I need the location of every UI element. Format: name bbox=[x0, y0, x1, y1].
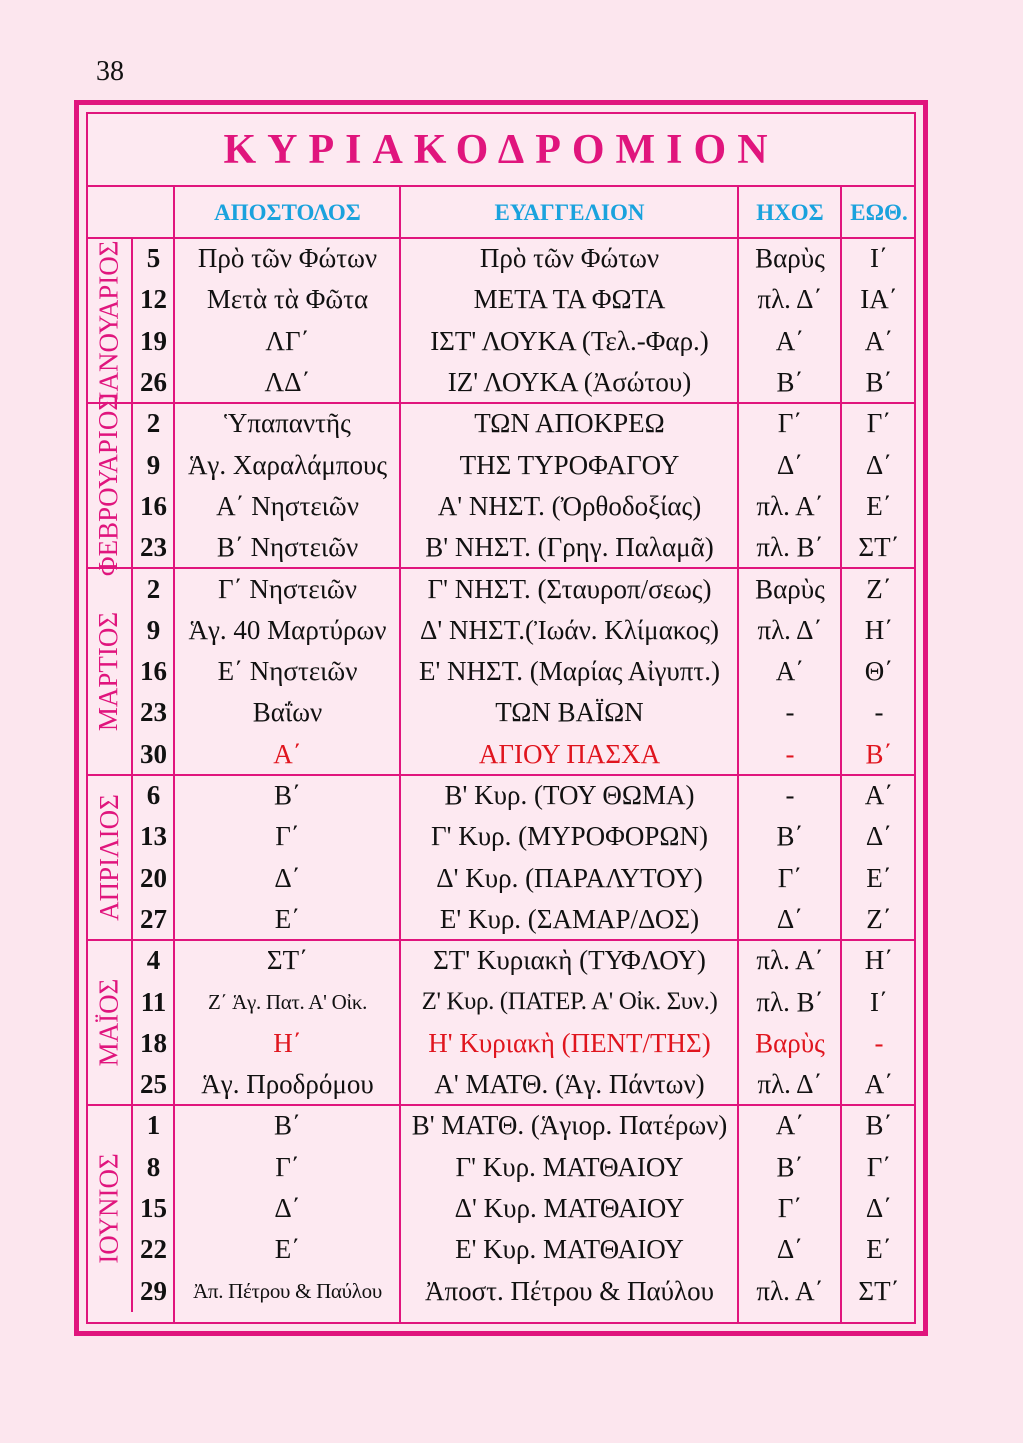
header-evangelion: ΕΥΑΓΓΕΛΙΟΝ bbox=[494, 200, 645, 225]
eothina-cell: ΣΤ΄ bbox=[858, 532, 900, 563]
ichos-cell: Β΄ bbox=[776, 821, 804, 852]
evangelion-cell: Α' ΝΗΣΤ. (Ὀρθοδοξίας) bbox=[437, 490, 702, 521]
month-name: ΑΠΡΙΛΙΟΣ bbox=[93, 794, 124, 921]
day-cell: 5 bbox=[146, 243, 161, 274]
eothina-cell: Β΄ bbox=[865, 738, 893, 769]
evangelion-cell: Δ' Κυρ. ΜΑΤΘΑΙΟΥ bbox=[454, 1193, 685, 1224]
eothina-cell: Α΄ bbox=[864, 325, 894, 356]
table-row bbox=[0, 1229, 1023, 1270]
apostolos-cell: Γ΄ Νηστειῶν bbox=[218, 573, 357, 604]
day-cell: 27 bbox=[140, 903, 167, 934]
apostolos-cell: Η΄ bbox=[273, 1027, 302, 1058]
table-row bbox=[0, 734, 1023, 775]
ichos-cell: Γ΄ bbox=[777, 408, 803, 439]
day-cell: 19 bbox=[140, 325, 167, 356]
ichos-cell: Βαρὺς bbox=[755, 573, 825, 604]
ichos-cell: Δ΄ bbox=[776, 449, 804, 480]
header-apostolos: ΑΠΟΣΤΟΛΟΣ bbox=[214, 200, 361, 225]
table-row bbox=[0, 238, 1023, 279]
ichos-cell: πλ. Α΄ bbox=[756, 945, 824, 976]
table-row bbox=[0, 981, 1023, 1022]
ichos-cell: Δ΄ bbox=[776, 1234, 804, 1265]
day-cell: 26 bbox=[140, 367, 167, 398]
evangelion-cell: ΤΩΝ ΒΑΪΩΝ bbox=[495, 697, 644, 728]
table-row bbox=[0, 527, 1023, 568]
apostolos-cell: Α΄ Νηστειῶν bbox=[216, 490, 359, 521]
ichos-cell: - bbox=[785, 697, 795, 728]
ichos-cell: Α΄ bbox=[775, 656, 805, 687]
table-row bbox=[0, 1064, 1023, 1105]
ichos-cell: Β΄ bbox=[776, 1151, 804, 1182]
eothina-cell: Ε΄ bbox=[866, 862, 892, 893]
table-row bbox=[0, 775, 1023, 816]
evangelion-cell: Β' Κυρ. (ΤΟΥ ΘΩΜΑ) bbox=[444, 780, 695, 811]
month-name: ΙΑΝΟΥΑΡΙΟΣ bbox=[93, 240, 124, 401]
ichos-cell: Γ΄ bbox=[777, 1193, 803, 1224]
apostolos-cell: Δ΄ bbox=[274, 862, 301, 893]
ichos-cell: πλ. Β΄ bbox=[756, 532, 824, 563]
day-cell: 18 bbox=[140, 1027, 167, 1058]
day-cell: 9 bbox=[146, 614, 161, 645]
eothina-cell: Ι΄ bbox=[870, 243, 888, 274]
ichos-cell: Β΄ bbox=[776, 367, 804, 398]
ichos-cell: πλ. Δ΄ bbox=[757, 614, 823, 645]
eothina-cell: Θ΄ bbox=[864, 656, 894, 687]
eothina-cell: Ζ΄ bbox=[866, 903, 892, 934]
evangelion-cell: ΙΣΤ' ΛΟΥΚΑ (Τελ.-Φαρ.) bbox=[430, 325, 709, 356]
eothina-cell: Η΄ bbox=[864, 945, 894, 976]
header-eothina: ΕΩΘ. bbox=[850, 200, 908, 225]
day-cell: 23 bbox=[140, 697, 167, 728]
evangelion-cell: Δ' Κυρ. (ΠΑΡΑΛΥΤΟΥ) bbox=[436, 862, 703, 893]
apostolos-cell: Ε΄ bbox=[274, 1234, 301, 1265]
eothina-cell: Ε΄ bbox=[866, 1234, 892, 1265]
apostolos-cell: Ζ΄ Ἁγ. Πατ. Α' Οἰκ. bbox=[207, 989, 368, 1014]
month-name: ΜΑΪΟΣ bbox=[93, 978, 124, 1067]
evangelion-cell: Πρὸ τῶν Φώτων bbox=[479, 243, 660, 274]
day-cell: 15 bbox=[140, 1193, 167, 1224]
eothina-cell: Α΄ bbox=[864, 780, 894, 811]
evangelion-cell: Α' ΜΑΤΘ. (Ἁγ. Πάντων) bbox=[434, 1069, 705, 1100]
apostolos-cell: ΣΤ΄ bbox=[266, 945, 309, 976]
eothina-cell: Ι΄ bbox=[870, 986, 888, 1017]
ichos-cell: Α΄ bbox=[775, 1110, 805, 1141]
table-row bbox=[0, 279, 1023, 320]
evangelion-cell: ΙΖ' ΛΟΥΚΑ (Ἀσώτου) bbox=[447, 367, 692, 398]
evangelion-cell: ΤΩΝ ΑΠΟΚΡΕΩ bbox=[474, 408, 665, 439]
evangelion-cell: Δ' ΝΗΣΤ.(Ἰωάν. Κλίμακος) bbox=[420, 614, 719, 645]
apostolos-cell: ΛΔ΄ bbox=[264, 367, 311, 398]
eothina-cell: Ζ΄ bbox=[866, 573, 892, 604]
apostolos-cell: Ὑπαπαντῆς bbox=[224, 408, 351, 439]
table-row bbox=[0, 651, 1023, 692]
day-cell: 30 bbox=[140, 738, 167, 769]
apostolos-cell: Ἁγ. Προδρόμου bbox=[201, 1069, 374, 1100]
eothina-cell: ΙΑ΄ bbox=[860, 284, 898, 315]
header-ichos: ΗΧΟΣ bbox=[756, 200, 824, 225]
day-cell: 8 bbox=[146, 1151, 161, 1182]
day-cell: 11 bbox=[140, 986, 167, 1017]
ichos-cell: Βαρὺς bbox=[755, 1027, 825, 1058]
table-row bbox=[0, 362, 1023, 403]
table-row bbox=[0, 940, 1023, 981]
day-cell: 9 bbox=[146, 449, 161, 480]
eothina-cell: Δ΄ bbox=[865, 1193, 893, 1224]
eothina-cell: ΣΤ΄ bbox=[858, 1275, 900, 1306]
table-row bbox=[0, 568, 1023, 609]
table-row bbox=[0, 610, 1023, 651]
apostolos-cell: Βαΐων bbox=[252, 697, 323, 728]
day-cell: 16 bbox=[140, 490, 167, 521]
table-row bbox=[0, 445, 1023, 486]
apostolos-cell: Ἁγ. Χαραλάμπους bbox=[187, 449, 388, 480]
apostolos-cell: Β΄ bbox=[274, 780, 301, 811]
day-cell: 25 bbox=[140, 1069, 167, 1100]
ichos-cell: πλ. Α΄ bbox=[756, 490, 824, 521]
eothina-cell: Β΄ bbox=[865, 1110, 893, 1141]
month-name: ΦΕΒΡΟΥΑΡΙΟΣ bbox=[93, 395, 124, 577]
evangelion-cell: Β' ΝΗΣΤ. (Γρηγ. Παλαμᾶ) bbox=[425, 532, 714, 563]
day-cell: 23 bbox=[140, 532, 167, 563]
table-row bbox=[0, 403, 1023, 444]
apostolos-cell: Β΄ Νηστειῶν bbox=[216, 532, 359, 563]
evangelion-cell: ΑΓΙΟΥ ΠΑΣΧΑ bbox=[478, 738, 661, 769]
table-row bbox=[0, 858, 1023, 899]
eothina-cell: Γ΄ bbox=[866, 408, 892, 439]
table-row bbox=[0, 1188, 1023, 1229]
evangelion-cell: Γ' Κυρ. (ΜΥΡΟΦΟΡΩΝ) bbox=[431, 821, 708, 852]
eothina-cell: Δ΄ bbox=[865, 821, 893, 852]
apostolos-cell: Πρὸ τῶν Φώτων bbox=[197, 243, 378, 274]
apostolos-cell: Α΄ bbox=[273, 738, 302, 769]
page-number: 38 bbox=[96, 56, 124, 87]
ichos-cell: - bbox=[785, 780, 795, 811]
eothina-cell: Ε΄ bbox=[866, 490, 892, 521]
month-name: ΜΑΡΤΙΟΣ bbox=[93, 612, 124, 732]
evangelion-cell: ΣΤ' Κυριακὴ (ΤΥΦΛΟΥ) bbox=[433, 945, 706, 976]
apostolos-cell: Ε΄ Νηστειῶν bbox=[217, 656, 358, 687]
evangelion-cell: Ε' Κυρ. (ΣΑΜΑΡ/ΔΟΣ) bbox=[439, 903, 700, 934]
evangelion-cell: Γ' Κυρ. ΜΑΤΘΑΙΟΥ bbox=[455, 1151, 684, 1182]
evangelion-cell: Ἀποστ. Πέτρου & Παύλου bbox=[424, 1275, 715, 1306]
ichos-cell: πλ. Δ΄ bbox=[757, 1069, 823, 1100]
eothina-cell: Γ΄ bbox=[866, 1151, 892, 1182]
apostolos-cell: Γ΄ bbox=[275, 821, 300, 852]
eothina-cell: Β΄ bbox=[865, 367, 893, 398]
table-row bbox=[0, 816, 1023, 857]
evangelion-cell: Η' Κυριακὴ (ΠΕΝΤ/ΤΗΣ) bbox=[428, 1027, 711, 1058]
grid-line bbox=[86, 185, 916, 187]
table-row bbox=[0, 899, 1023, 940]
month-name: ΙΟΥΝΙΟΣ bbox=[93, 1153, 124, 1264]
day-cell: 16 bbox=[140, 656, 167, 687]
ichos-cell: - bbox=[785, 738, 795, 769]
day-cell: 2 bbox=[146, 408, 161, 439]
ichos-cell: Α΄ bbox=[775, 325, 805, 356]
apostolos-cell: Δ΄ bbox=[274, 1193, 301, 1224]
day-cell: 22 bbox=[140, 1234, 167, 1265]
day-cell: 12 bbox=[140, 284, 167, 315]
day-cell: 4 bbox=[146, 945, 161, 976]
table-row bbox=[0, 1023, 1023, 1064]
evangelion-cell: ΜΕΤΑ ΤΑ ΦΩΤΑ bbox=[473, 284, 666, 315]
ichos-cell: πλ. Β΄ bbox=[756, 986, 824, 1017]
day-cell: 20 bbox=[140, 862, 167, 893]
day-cell: 13 bbox=[140, 821, 167, 852]
evangelion-cell: Ζ' Κυρ. (ΠΑΤΕΡ. Α' Οἰκ. Συν.) bbox=[421, 988, 718, 1016]
eothina-cell: - bbox=[874, 1027, 884, 1058]
ichos-cell: Βαρὺς bbox=[755, 243, 825, 274]
apostolos-cell: Ε΄ bbox=[274, 903, 301, 934]
table-row bbox=[0, 1105, 1023, 1146]
evangelion-cell: ΤΗΣ ΤΥΡΟΦΑΓΟΥ bbox=[459, 449, 680, 480]
ichos-cell: πλ. Α΄ bbox=[756, 1275, 824, 1306]
day-cell: 2 bbox=[146, 573, 161, 604]
ichos-cell: πλ. Δ΄ bbox=[757, 284, 823, 315]
table-row bbox=[0, 486, 1023, 527]
table-row bbox=[0, 1271, 1023, 1312]
evangelion-cell: Ε' Κυρ. ΜΑΤΘΑΙΟΥ bbox=[455, 1234, 684, 1265]
table-row bbox=[0, 1147, 1023, 1188]
evangelion-cell: Β' ΜΑΤΘ. (Ἁγιορ. Πατέρων) bbox=[411, 1110, 728, 1141]
evangelion-cell: Γ' ΝΗΣΤ. (Σταυροπ/σεως) bbox=[427, 573, 712, 604]
apostolos-cell: Β΄ bbox=[274, 1110, 301, 1141]
apostolos-cell: Ἀπ. Πέτρου & Παύλου bbox=[193, 1278, 382, 1303]
eothina-cell: Η΄ bbox=[864, 614, 894, 645]
eothina-cell: Α΄ bbox=[864, 1069, 894, 1100]
apostolos-cell: Μετὰ τὰ Φῶτα bbox=[206, 284, 369, 315]
eothina-cell: Δ΄ bbox=[865, 449, 893, 480]
ichos-cell: Γ΄ bbox=[777, 862, 803, 893]
apostolos-cell: Γ΄ bbox=[275, 1151, 300, 1182]
table-row bbox=[0, 321, 1023, 362]
apostolos-cell: ΛΓ΄ bbox=[265, 325, 310, 356]
ichos-cell: Δ΄ bbox=[776, 903, 804, 934]
table-row bbox=[0, 692, 1023, 733]
apostolos-cell: Ἁγ. 40 Μαρτύρων bbox=[188, 614, 387, 645]
page-title: ΚΥΡΙΑΚΟΔΡΟΜΙΟΝ bbox=[223, 127, 779, 173]
day-cell: 29 bbox=[140, 1275, 167, 1306]
day-cell: 1 bbox=[146, 1110, 161, 1141]
eothina-cell: - bbox=[874, 697, 884, 728]
evangelion-cell: Ε' ΝΗΣΤ. (Μαρίας Αἰγυπτ.) bbox=[418, 656, 721, 687]
day-cell: 6 bbox=[146, 780, 161, 811]
